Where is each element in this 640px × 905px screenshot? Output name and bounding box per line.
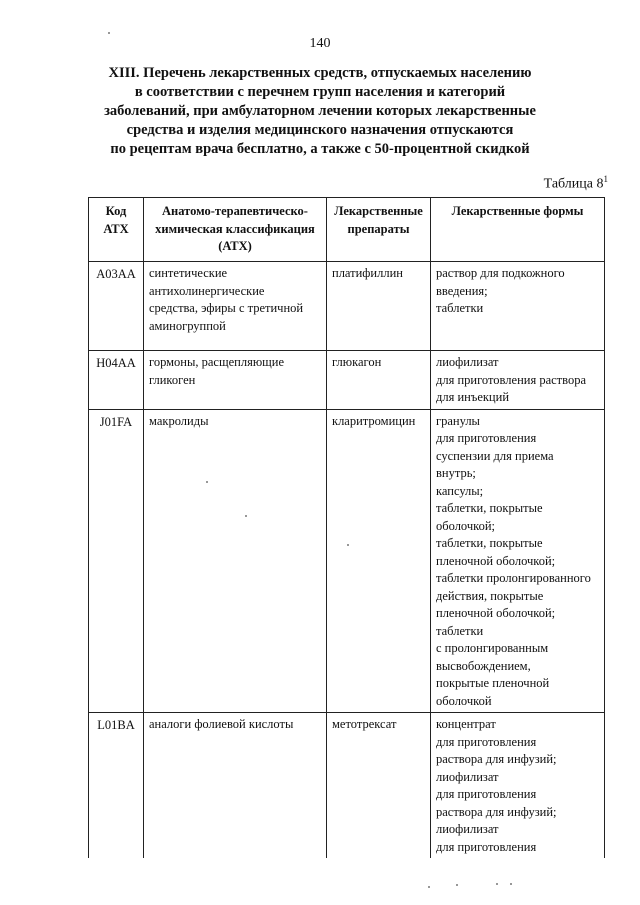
- atx-code-cell: L01BA: [89, 713, 144, 859]
- cell-line: макролиды: [149, 413, 209, 428]
- header-line: препараты: [347, 221, 410, 236]
- header-line: АТХ: [103, 221, 129, 236]
- heading-line: заболеваний, при амбулаторном лечении которых лекарственные: [104, 103, 536, 119]
- col-header-drugs: [327, 198, 431, 262]
- cell-line: таблетки: [436, 623, 484, 638]
- cell-line: таблетки: [436, 301, 484, 315]
- cell-line: раствора для инфузий;: [436, 804, 557, 819]
- cell-line: внутрь;: [436, 466, 476, 480]
- col-header-forms: [431, 198, 605, 262]
- cell-line: оболочкой: [436, 693, 492, 708]
- cell-line: раствор для подкожного: [436, 266, 565, 280]
- cell-line: пленочной оболочкой;: [436, 606, 556, 620]
- atx-table: [88, 197, 605, 858]
- table-row: [89, 262, 605, 351]
- table-label-text: Таблица 8: [543, 176, 604, 192]
- cell-line: концентрат: [436, 717, 496, 731]
- cell-line: действия, покрытые: [436, 588, 544, 603]
- table-row: [89, 713, 605, 859]
- scan-speck: [456, 884, 458, 886]
- classification-cell: [144, 262, 327, 351]
- cell-line: для приготовления: [436, 431, 537, 445]
- cell-line: лиофилизат: [436, 769, 499, 784]
- scan-speck: [496, 883, 498, 885]
- cell-line: покрытые пленочной: [436, 676, 550, 690]
- cell-line: пленочной оболочкой;: [436, 553, 556, 568]
- forms-cell: [431, 262, 605, 351]
- cell-line: для инъекций: [436, 390, 510, 404]
- cell-line: введения;: [436, 283, 488, 298]
- cell-line: аминогруппой: [149, 318, 226, 333]
- table-header-row: [89, 198, 605, 262]
- table-label-sup: 1: [603, 174, 608, 184]
- cell-line: раствора для инфузий;: [436, 752, 557, 766]
- header-line: Лекарственные: [334, 204, 423, 218]
- col-header-code: [89, 198, 144, 262]
- forms-cell: [431, 351, 605, 410]
- cell-line: лиофилизат: [436, 822, 499, 836]
- heading-line: XIII. Перечень лекарственных средств, отпускаемых населению: [108, 65, 532, 81]
- cell-line: антихолинергические: [149, 283, 265, 298]
- cell-line: лиофилизат: [436, 355, 499, 369]
- cell-line: с пролонгированным: [436, 641, 549, 655]
- heading-line: в соответствии с перечнем групп населения и категорий: [134, 84, 506, 100]
- drug-cell: метотрексат: [327, 713, 431, 859]
- cell-line: для приготовления: [436, 734, 537, 749]
- cell-line: гранулы: [436, 413, 480, 428]
- forms-cell: [431, 409, 605, 713]
- cell-line: для приготовления раствора: [436, 372, 586, 387]
- classification-cell: [144, 409, 327, 713]
- page-number: 140: [309, 36, 331, 51]
- heading-line: по рецептам врача бесплатно, а также с 50-процентной скидкой: [110, 141, 530, 157]
- atx-code-cell: A03AA: [89, 262, 144, 351]
- scan-speck: [510, 883, 512, 885]
- drug-cell: платифиллин: [327, 262, 431, 351]
- drug-cell: кларитромицин: [327, 409, 431, 713]
- scan-speck: [428, 886, 430, 888]
- cell-line: капсулы;: [436, 483, 484, 498]
- atx-code-cell: J01FA: [89, 409, 144, 713]
- cell-line: для приготовления: [436, 787, 537, 801]
- col-header-classification: [144, 198, 327, 262]
- cell-line: гликоген: [149, 372, 196, 387]
- heading-line: средства и изделия медицинского назначения отпускаются: [126, 122, 514, 138]
- scan-speck: [108, 32, 110, 34]
- classification-cell: [144, 713, 327, 859]
- cell-line: оболочкой;: [436, 518, 495, 533]
- atx-code-cell: H04AA: [89, 351, 144, 410]
- header-line: Лекарственные формы: [451, 204, 584, 218]
- header-line: Анатомо-терапевтическо-: [162, 204, 308, 218]
- cell-line: синтетические: [149, 266, 228, 280]
- header-line: химическая классификация: [155, 221, 315, 236]
- cell-line: таблетки, покрытые: [436, 536, 543, 550]
- header-line: (АТХ): [218, 239, 252, 253]
- table-label: [544, 174, 608, 193]
- cell-line: средства, эфиры с третичной: [149, 301, 304, 315]
- cell-line: суспензии для приема: [436, 448, 554, 463]
- header-line: Код: [105, 204, 127, 218]
- cell-line: для приготовления: [436, 839, 537, 854]
- cell-line: высвобождением,: [436, 658, 531, 673]
- cell-line: таблетки, покрытые: [436, 501, 543, 515]
- table-row: [89, 409, 605, 713]
- cell-line: гормоны, расщепляющие: [149, 355, 285, 369]
- cell-line: аналоги фолиевой кислоты: [149, 717, 294, 731]
- classification-cell: [144, 351, 327, 410]
- table-row: [89, 351, 605, 410]
- section-heading: [80, 64, 560, 159]
- drug-cell: глюкагон: [327, 351, 431, 410]
- forms-cell: [431, 713, 605, 859]
- cell-line: таблетки пролонгированного: [436, 571, 591, 585]
